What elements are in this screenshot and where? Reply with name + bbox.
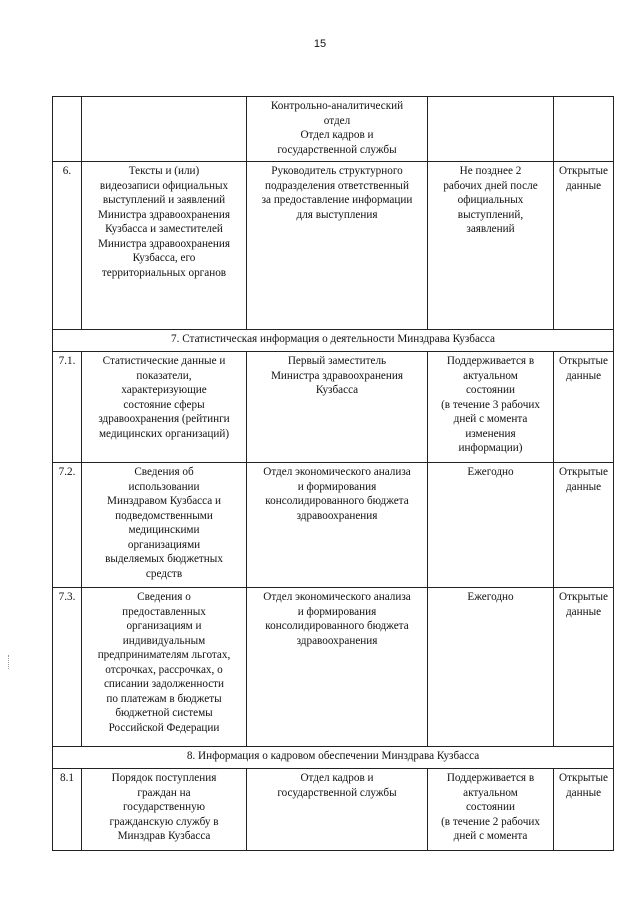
item-title-line: использовании (128, 480, 200, 493)
responsible-unit-line: Кузбасса (315, 384, 359, 396)
section-header-row (53, 747, 614, 769)
item-title-line: Кузбасса и заместителей (105, 223, 223, 235)
item-number (53, 97, 82, 162)
item-title-line: характеризующие (121, 384, 207, 396)
item-title (82, 97, 247, 162)
item-number: 8.1 (53, 769, 82, 851)
responsible-unit-line: Отдел экономического анализа (263, 591, 411, 603)
item-title-line: Кузбасса, его (132, 252, 196, 264)
item-title-line: выделяемых бюджетных (105, 553, 223, 565)
update-term-line: Ежегодно (467, 591, 514, 603)
item-title (82, 162, 247, 330)
item-title-line: медицинских организаций) (98, 427, 230, 440)
table-row (53, 463, 614, 588)
publication-form (554, 769, 614, 851)
information-table (52, 96, 614, 851)
publication-form (554, 588, 614, 747)
item-title-line: Министра здравоохранения (97, 208, 231, 221)
responsible-unit-line: и формирования (297, 605, 377, 618)
item-title-line: Минздрав Кузбасса (117, 830, 211, 842)
responsible-unit-line: Отдел экономического анализа (263, 466, 411, 478)
update-term (428, 588, 554, 747)
responsible-unit-line: консолидированного бюджета (265, 620, 409, 632)
publication-form (554, 162, 614, 330)
item-title-line: территориальных органов (101, 266, 227, 279)
item-title-line: индивидуальным (122, 634, 206, 647)
item-title-line: состояние сферы (123, 398, 205, 411)
item-title-line: предпринимателям льготах, (97, 649, 231, 661)
update-term-line: актуальном (463, 786, 518, 799)
responsible-unit-line: отдел (323, 114, 351, 127)
update-term (428, 162, 554, 330)
item-title-line: медицинскими (128, 524, 200, 536)
item-title-line: выступлений и заявлений (102, 194, 226, 206)
table-row (53, 769, 614, 851)
responsible-unit-line: государственной службы (277, 786, 397, 799)
responsible-unit-line: консолидированного бюджета (265, 495, 409, 507)
item-number: 7.3. (53, 588, 82, 747)
item-title-line: Министра здравоохранения (97, 237, 231, 250)
responsible-unit-line: подразделения ответственный (265, 179, 409, 192)
table-row (53, 588, 614, 747)
publication-form (554, 352, 614, 463)
item-title (82, 463, 247, 588)
responsible-unit-line: государственной службы (277, 143, 397, 156)
item-title-line: показатели, (136, 369, 192, 382)
responsible-unit-line: здравоохранения (296, 509, 378, 522)
responsible-unit-line: Контрольно-аналитический (270, 100, 404, 112)
update-term (428, 97, 554, 162)
item-title-line: отсрочках, рассрочках, о (105, 663, 223, 676)
responsible-unit (247, 162, 428, 330)
update-term-line: Поддерживается в (446, 355, 535, 367)
publication-form-line: данные (565, 179, 602, 192)
item-title-line: Сведения об (134, 466, 194, 478)
item-title-line: Сведения о (137, 591, 191, 603)
responsible-unit (247, 97, 428, 162)
update-term-line: рабочих дней после (443, 179, 538, 192)
publication-form-line: Открытые (559, 165, 608, 177)
responsible-unit-line: Отдел кадров и (300, 129, 374, 141)
update-term-line: (в течение 2 рабочих (441, 815, 540, 828)
update-term (428, 769, 554, 851)
responsible-unit-line: Руководитель структурного (271, 165, 403, 177)
item-number: 7.1. (53, 352, 82, 463)
update-term (428, 352, 554, 463)
update-term-line: дней с момента (453, 830, 528, 842)
item-title-line: Минздравом Кузбасса и (107, 495, 221, 507)
update-term-line: Не позднее 2 (459, 165, 522, 177)
item-title-line: Статистические данные и (102, 355, 226, 367)
update-term-line: Ежегодно (467, 466, 514, 478)
item-number: 7.2. (53, 463, 82, 588)
update-term-line: актуальном (463, 369, 518, 382)
publication-form (554, 97, 614, 162)
table-row (53, 352, 614, 463)
update-term-line: Поддерживается в (446, 772, 535, 784)
update-term-line: состоянии (465, 801, 516, 813)
responsible-unit-line: Отдел кадров и (300, 772, 374, 784)
item-title-line: организациями (127, 538, 201, 551)
update-term-line: (в течение 3 рабочих (441, 398, 540, 411)
item-title-line: здравоохранения (рейтинги (98, 413, 230, 425)
item-title-line: Российской Федерации (108, 721, 220, 734)
responsible-unit-line: здравоохранения (296, 634, 378, 647)
page-number: 15 (313, 38, 327, 50)
item-title-line: граждан на (137, 786, 191, 799)
item-title (82, 588, 247, 747)
publication-form-line: Открытые (559, 591, 608, 603)
item-title-line: списании задолженности (103, 678, 225, 690)
publication-form-line: Открытые (559, 772, 608, 784)
item-number: 6. (53, 162, 82, 330)
update-term-line: изменения (465, 427, 516, 440)
responsible-unit (247, 588, 428, 747)
table-row (53, 97, 614, 162)
item-title-line: бюджетной системы (115, 707, 213, 719)
update-term-line: состоянии (465, 384, 516, 396)
responsible-unit-line: и формирования (297, 480, 377, 493)
item-title (82, 352, 247, 463)
item-title-line: гражданскую службу в (109, 815, 219, 828)
publication-form-line: данные (565, 480, 602, 493)
item-title-line: по платежам в бюджеты (106, 692, 222, 705)
item-title-line: организациям и (126, 620, 202, 632)
item-title-line: подведомственными (115, 509, 213, 522)
responsible-unit (247, 463, 428, 588)
update-term-line: официальных (457, 194, 524, 206)
update-term-line: информации) (458, 442, 523, 454)
publication-form-line: данные (565, 786, 602, 799)
item-title-line: Порядок поступления (111, 772, 217, 784)
section-header: 8. Информация о кадровом обеспечении Минздрава Кузбасса (53, 747, 614, 769)
update-term (428, 463, 554, 588)
table-row (53, 162, 614, 330)
responsible-unit-line: для выступления (296, 208, 378, 221)
publication-form (554, 463, 614, 588)
item-title-line: государственную (122, 801, 206, 813)
update-term-line: дней с момента (453, 413, 528, 425)
publication-form-line: Открытые (559, 466, 608, 478)
responsible-unit-line: Министра здравоохранения (270, 369, 404, 382)
responsible-unit (247, 769, 428, 851)
margin-mark (8, 655, 10, 669)
publication-form-line: данные (565, 369, 602, 382)
publication-form-line: данные (565, 605, 602, 618)
item-title-line: средств (145, 567, 183, 580)
update-term-line: выступлений, (457, 208, 524, 221)
section-header-row (53, 330, 614, 352)
responsible-unit-line: Первый заместитель (287, 355, 387, 367)
section-header: 7. Статистическая информация о деятельности Минздрава Кузбасса (53, 330, 614, 352)
item-title-line: Тексты и (или) (128, 165, 200, 177)
responsible-unit-line: за предоставление информации (261, 194, 413, 206)
item-title (82, 769, 247, 851)
item-title-line: видеозаписи официальных (99, 179, 229, 192)
responsible-unit (247, 352, 428, 463)
item-title-line: предоставленных (122, 605, 206, 618)
update-term-line: заявлений (466, 223, 515, 235)
publication-form-line: Открытые (559, 355, 608, 367)
